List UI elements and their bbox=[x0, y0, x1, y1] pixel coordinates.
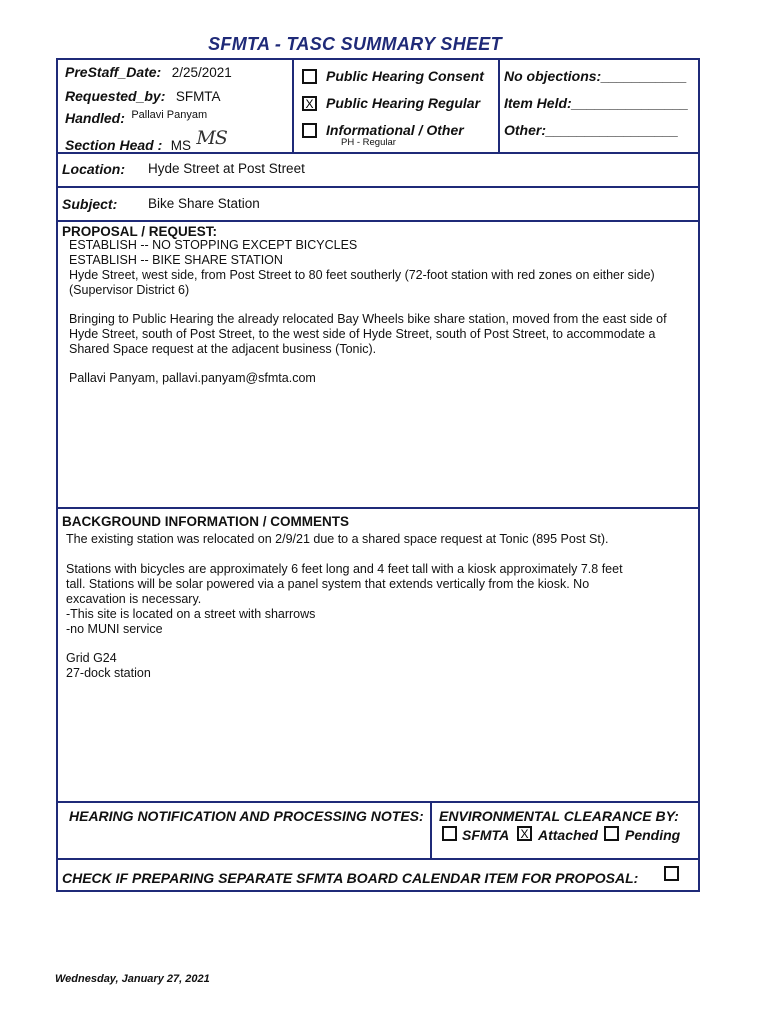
prestaff-date bbox=[65, 64, 232, 82]
consent-checkbox[interactable] bbox=[302, 69, 317, 84]
regular-label: Public Hearing Regular bbox=[326, 95, 481, 111]
env-attached-label: Attached bbox=[538, 827, 598, 843]
proposal-line-2: ESTABLISH -- BIKE SHARE STATION bbox=[69, 253, 283, 267]
section-head-value: MS bbox=[170, 138, 191, 153]
proposal-line-1: ESTABLISH -- NO STOPPING EXCEPT BICYCLES bbox=[69, 238, 358, 252]
page-title: SFMTA - TASC SUMMARY SHEET bbox=[208, 34, 502, 54]
consent-label: Public Hearing Consent bbox=[326, 68, 484, 84]
informational-label: Informational / Other bbox=[326, 122, 464, 138]
background-heading: BACKGROUND INFORMATION / COMMENTS bbox=[62, 514, 349, 529]
other-status: Other:_________________ bbox=[504, 122, 679, 138]
prestaff-label: PreStaff_Date: bbox=[65, 64, 162, 80]
handled-value: Pallavi Panyam bbox=[131, 109, 208, 121]
env-sfmta-checkbox[interactable] bbox=[442, 826, 457, 841]
handled-label: Handled: bbox=[65, 110, 125, 126]
handled-by bbox=[65, 110, 207, 128]
requested-value: SFMTA bbox=[175, 89, 221, 104]
hearing-notes-label: HEARING NOTIFICATION AND PROCESSING NOTES: bbox=[69, 808, 424, 824]
informational-checkbox[interactable] bbox=[302, 123, 317, 138]
proposal-line-4: (Supervisor District 6) bbox=[69, 283, 190, 297]
subject-value: Bike Share Station bbox=[148, 196, 260, 211]
item-held: Item Held:_______________ bbox=[504, 95, 689, 111]
background-para-3: Grid G24 27-dock station bbox=[66, 651, 151, 680]
env-sfmta-label: SFMTA bbox=[462, 827, 510, 843]
footer-date: Wednesday, January 27, 2021 bbox=[55, 973, 210, 985]
proposal-heading: PROPOSAL / REQUEST: bbox=[62, 224, 218, 239]
board-calendar-label: CHECK IF PREPARING SEPARATE SFMTA BOARD CALENDAR ITEM FOR PROPOSAL: bbox=[62, 870, 639, 886]
no-objections: No objections:___________ bbox=[504, 68, 687, 84]
proposal-paragraph: Bringing to Public Hearing the already relocated Bay Wheels bike share station, moved from the east side of Hyde Street, south of Post Street, to the west side of Hyde Street, south of Post Street, to accommodate a Shared Space request at the adjacent business (Tonic). bbox=[69, 312, 667, 356]
background-para-2: Stations with bicycles are approximately 6 feet long and 4 feet tall with a kiosk approximately 7.8 feet tall. Stations will be solar powered via a panel system that extends vertically from the kiosk. No excavation is necessary. -This site is located on a street with sharrows -no MUNI service bbox=[66, 562, 623, 636]
location-label: Location: bbox=[62, 161, 125, 177]
section-head-signature: MS bbox=[196, 127, 227, 149]
location-value: Hyde Street at Post Street bbox=[148, 161, 305, 176]
proposal-line-3: Hyde Street, west side, from Post Street to 80 feet southerly (72-foot station with red zones on either side) bbox=[69, 268, 655, 282]
environmental-label: ENVIRONMENTAL CLEARANCE BY: bbox=[439, 808, 679, 824]
env-pending-checkbox[interactable] bbox=[604, 826, 619, 841]
regular-checkbox[interactable]: X bbox=[302, 96, 317, 111]
proposal-contact: Pallavi Panyam, pallavi.panyam@sfmta.com bbox=[69, 371, 316, 385]
section-head-label: Section Head : bbox=[65, 137, 163, 153]
env-attached-checkbox[interactable]: X bbox=[517, 826, 532, 841]
requested-by bbox=[65, 88, 221, 106]
board-calendar-checkbox[interactable] bbox=[664, 866, 679, 881]
background-para-1: The existing station was relocated on 2/9/21 due to a shared space request at Tonic (895 Post St). bbox=[66, 532, 609, 546]
requested-label: Requested_by: bbox=[65, 88, 166, 104]
env-pending-label: Pending bbox=[625, 827, 681, 843]
subject-label: Subject: bbox=[62, 196, 118, 212]
ph-note: PH - Regular bbox=[341, 137, 396, 148]
prestaff-value: 2/25/2021 bbox=[171, 65, 232, 80]
